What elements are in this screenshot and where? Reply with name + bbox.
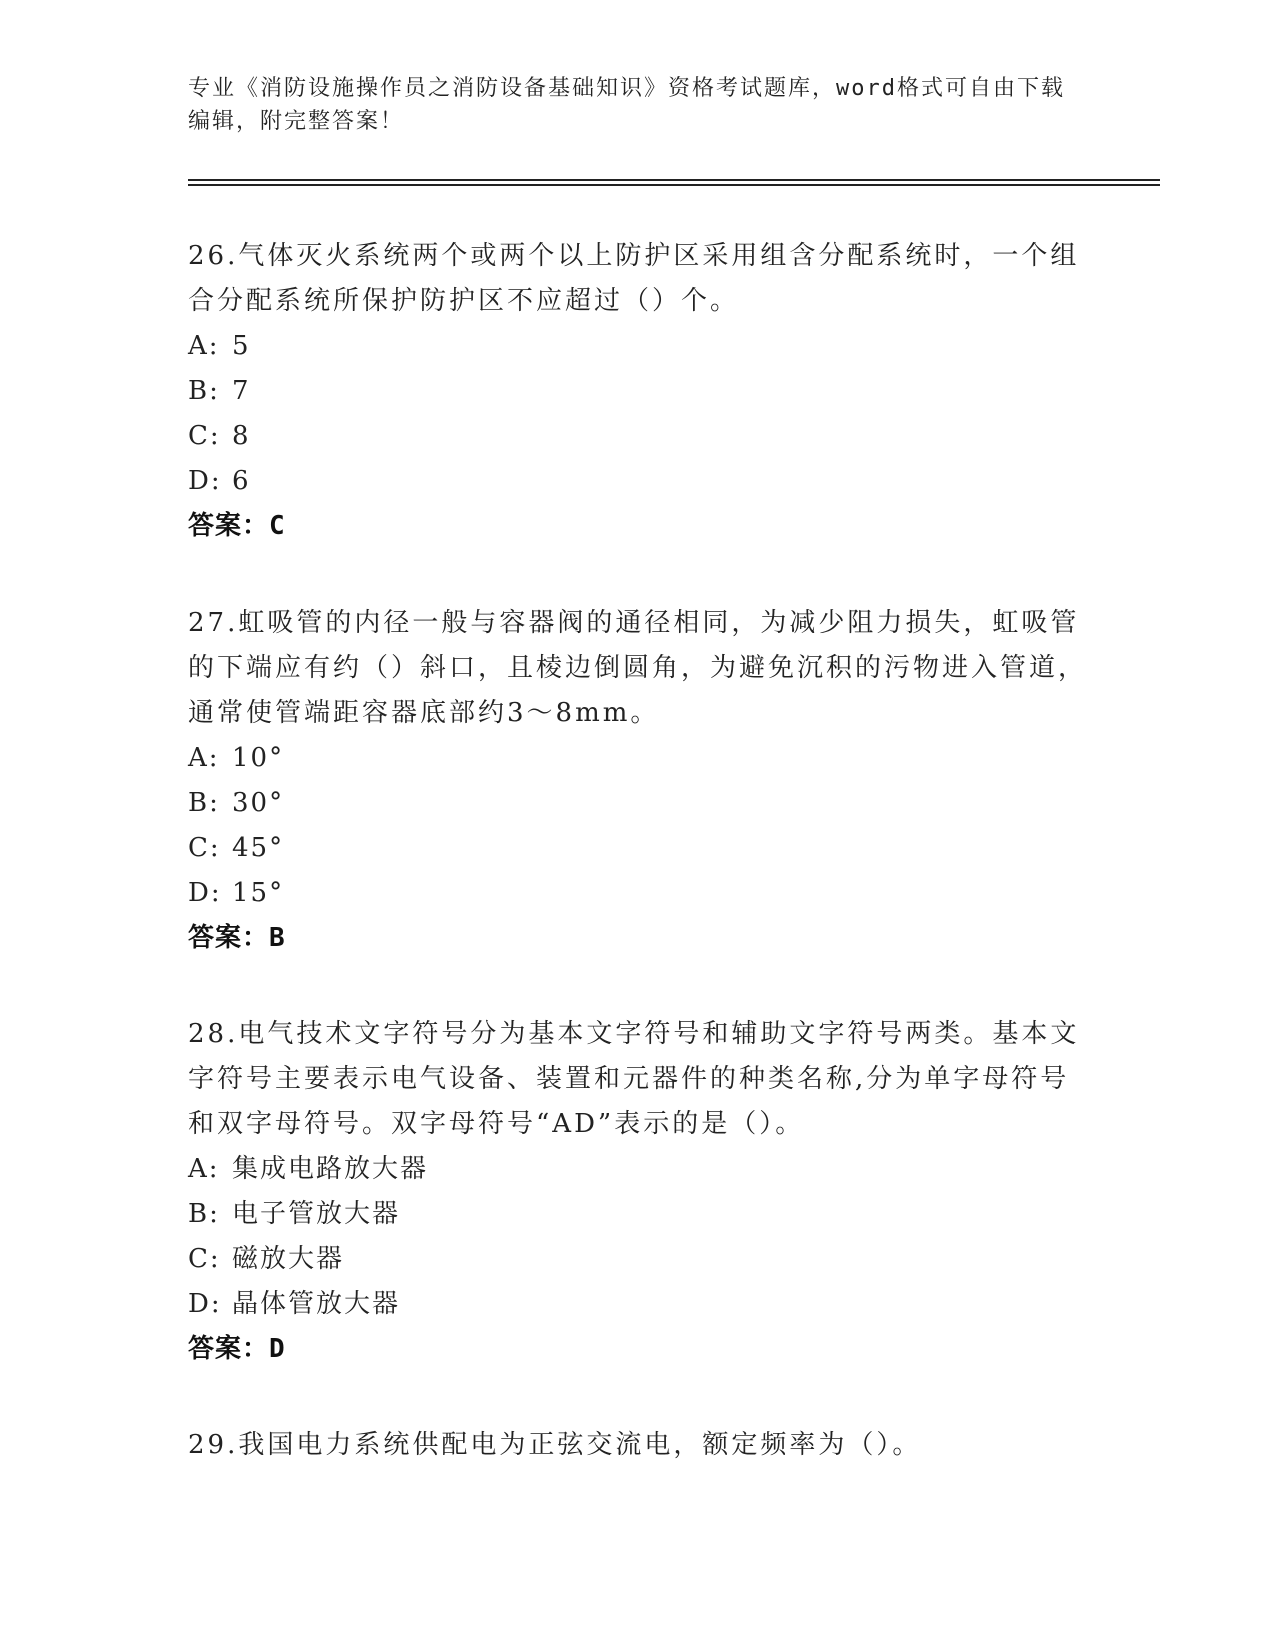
option-value: 7 <box>232 376 251 406</box>
option-key: C: <box>188 421 221 451</box>
option-value: 集成电路放大器 <box>232 1154 429 1184</box>
option-a <box>188 324 1088 369</box>
option-value: 晶体管放大器 <box>232 1289 401 1319</box>
option-c <box>188 1237 1088 1282</box>
option-c <box>188 826 1088 871</box>
option-key: A: <box>188 1154 220 1184</box>
option-value: 磁放大器 <box>232 1244 345 1274</box>
question-text: 29.我国电力系统供配电为正弦交流电，额定频率为（）。 <box>188 1430 922 1460</box>
question-27 <box>188 601 1088 961</box>
option-value: 8 <box>232 421 251 451</box>
document-header <box>188 72 1068 138</box>
question-text: 27.虹吸管的内径一般与容器阀的通径相同，为减少阻力损失，虹吸管的下端应有约（）斜口，且棱边倒圆角，为避免沉积的污物进入管道，通常使管端距容器底部约3～8mm。 <box>188 608 1088 728</box>
option-a <box>188 736 1088 781</box>
option-c <box>188 414 1088 459</box>
option-value: 电子管放大器 <box>232 1199 401 1229</box>
option-key: A: <box>188 743 220 773</box>
option-d <box>188 871 1088 916</box>
option-value: 15° <box>232 878 285 908</box>
header-divider-line <box>188 179 1160 181</box>
option-value: 45° <box>232 833 285 863</box>
option-key: D: <box>188 878 222 908</box>
option-a <box>188 1147 1088 1192</box>
option-value: 30° <box>232 788 285 818</box>
header-text: 专业《消防设施操作员之消防设备基础知识》资格考试题库，word格式可自由下载编辑，附完整答案！ <box>188 76 1065 134</box>
option-key: A: <box>188 331 220 361</box>
question-text: 28.电气技术文字符号分为基本文字符号和辅助文字符号两类。基本文字符号主要表示电气设备、装置和元器件的种类名称,分为单字母符号和双字母符号。双字母符号“AD”表示的是（）。 <box>188 1019 1080 1139</box>
answer-line: 答案：B <box>188 923 286 953</box>
answer-line: 答案：C <box>188 511 286 541</box>
option-d <box>188 1282 1088 1327</box>
answer-line: 答案：D <box>188 1334 286 1364</box>
option-key: B: <box>188 1199 220 1229</box>
option-key: C: <box>188 833 221 863</box>
question-28 <box>188 1012 1088 1372</box>
question-text: 26.气体灭火系统两个或两个以上防护区采用组含分配系统时，一个组合分配系统所保护防护区不应超过（）个。 <box>188 241 1080 316</box>
question-29 <box>188 1423 1088 1468</box>
option-value: 5 <box>232 331 251 361</box>
question-26 <box>188 234 1088 549</box>
option-key: C: <box>188 1244 221 1274</box>
option-b <box>188 1192 1088 1237</box>
header-divider-line-2 <box>188 184 1160 186</box>
option-b <box>188 781 1088 826</box>
option-d <box>188 459 1088 504</box>
option-value: 6 <box>232 466 251 496</box>
option-key: B: <box>188 788 220 818</box>
option-value: 10° <box>232 743 285 773</box>
option-key: D: <box>188 1289 222 1319</box>
option-key: D: <box>188 466 222 496</box>
option-b <box>188 369 1088 414</box>
option-key: B: <box>188 376 220 406</box>
